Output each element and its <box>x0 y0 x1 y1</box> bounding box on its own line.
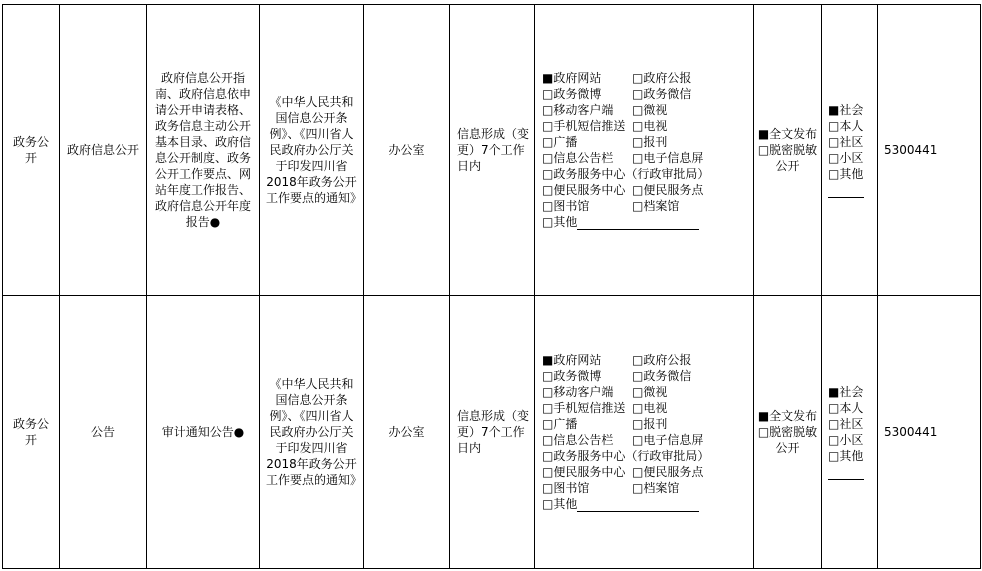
channel-option: □政务微信 <box>632 369 692 383</box>
disclosure-table <box>2 4 981 569</box>
timeline-text: 信息形成（变更）7个工作日内 <box>457 409 530 455</box>
fill-in-line <box>577 217 699 230</box>
basis-cell <box>260 5 364 296</box>
channel-option: □移动客户端 <box>542 385 614 399</box>
channel-option: □政务微博 <box>542 87 602 101</box>
basis-text: 《中华人民共和国信息公开条例》、《四川省人民政府办公厅关于印发四川省2018年政务公开工作要点的通知》 <box>266 95 363 205</box>
code-cell <box>878 296 981 569</box>
channel-option: □广播 <box>542 417 578 431</box>
scope-option: □社区 <box>828 135 864 149</box>
channel-other <box>542 496 754 512</box>
channel-option: □微视 <box>632 103 668 117</box>
fill-in-line <box>828 187 864 198</box>
scope-option: ■社会 <box>828 103 864 117</box>
channel-other <box>542 214 754 230</box>
channel-option: □政务服务中心（行政审批局） <box>542 167 710 181</box>
scope-cell <box>822 296 878 569</box>
code-text: 5300441 <box>884 143 938 157</box>
channel-option: ■政府网站 <box>542 353 602 367</box>
subcategory-text: 政府信息公开 <box>66 143 139 157</box>
channel-option: □其他 <box>542 497 578 511</box>
subcategory-cell <box>60 296 147 569</box>
channel-option: □政务微博 <box>542 369 602 383</box>
scope-option: □本人 <box>828 401 864 415</box>
code-text: 5300441 <box>884 425 938 439</box>
mode-option: ■全文发布 <box>757 127 818 141</box>
mode-option: □脱密脱敏公开 <box>757 143 818 173</box>
channel-option: □图书馆 <box>542 481 590 495</box>
category-text: 政务公开 <box>12 135 49 165</box>
scope-option: □本人 <box>828 119 864 133</box>
subcategory-cell <box>60 5 147 296</box>
scope-cell <box>822 5 878 296</box>
subcategory-text: 公告 <box>90 425 115 439</box>
channel-option: □便民服务中心 <box>542 183 626 197</box>
basis-text: 《中华人民共和国信息公开条例》、《四川省人民政府办公厅关于印发四川省2018年政务公开工作要点的通知》 <box>266 377 363 487</box>
channel-option: □图书馆 <box>542 199 590 213</box>
category-cell <box>3 5 60 296</box>
category-text: 政务公开 <box>12 417 49 447</box>
timeline-cell <box>450 5 535 296</box>
mode-option: ■全文发布 <box>757 409 818 423</box>
channel-option: □移动客户端 <box>542 103 614 117</box>
channels-cell <box>535 296 754 569</box>
channel-option: □政府公报 <box>632 71 692 85</box>
content-cell <box>147 5 260 296</box>
channel-option: □政府公报 <box>632 353 692 367</box>
channel-option: □电子信息屏 <box>632 151 704 165</box>
channel-option: □电视 <box>632 401 668 415</box>
department-cell <box>364 296 450 569</box>
channel-option: □档案馆 <box>632 199 680 213</box>
content-text: 政府信息公开指南、政府信息依申请公开申请表格、政务信息主动公开基本目录、政府信息公开制度、政务公开工作要点、网站年度工作报告、政府信息公开年度报告● <box>154 71 251 229</box>
table-row <box>3 296 981 569</box>
channels-cell <box>535 5 754 296</box>
channel-option: □报刊 <box>632 417 668 431</box>
mode-cell <box>754 5 822 296</box>
channel-option: □电子信息屏 <box>632 433 704 447</box>
category-cell <box>3 296 60 569</box>
department-text: 办公室 <box>388 425 425 439</box>
channel-option: ■政府网站 <box>542 71 602 85</box>
channel-option: □手机短信推送 <box>542 401 626 415</box>
channel-option: □便民服务点 <box>632 183 704 197</box>
table-row <box>3 5 981 296</box>
scope-option: □社区 <box>828 417 864 431</box>
scope-option: □小区 <box>828 433 864 447</box>
scope-option: ■社会 <box>828 385 864 399</box>
channel-option: □手机短信推送 <box>542 119 626 133</box>
channel-option: □政务微信 <box>632 87 692 101</box>
channel-option: □便民服务中心 <box>542 465 626 479</box>
channel-option: □便民服务点 <box>632 465 704 479</box>
channel-option: □政务服务中心（行政审批局） <box>542 449 710 463</box>
fill-in-line <box>828 469 864 480</box>
channel-list <box>542 352 753 512</box>
fill-in-line <box>577 499 699 512</box>
channel-option: □广播 <box>542 135 578 149</box>
content-text: 审计通知公告● <box>161 425 245 439</box>
channel-option: □信息公告栏 <box>542 433 614 447</box>
channel-option: □电视 <box>632 119 668 133</box>
scope-option: □小区 <box>828 151 864 165</box>
basis-cell <box>260 296 364 569</box>
content-cell <box>147 296 260 569</box>
code-cell <box>878 5 981 296</box>
timeline-text: 信息形成（变更）7个工作日内 <box>457 127 530 173</box>
channel-list <box>542 70 753 230</box>
department-cell <box>364 5 450 296</box>
channel-option: □信息公告栏 <box>542 151 614 165</box>
mode-option: □脱密脱敏公开 <box>757 425 818 455</box>
scope-option: □其他 <box>828 449 864 463</box>
scope-option: □其他 <box>828 167 864 181</box>
timeline-cell <box>450 296 535 569</box>
department-text: 办公室 <box>388 143 425 157</box>
channel-option: □其他 <box>542 215 578 229</box>
channel-option: □报刊 <box>632 135 668 149</box>
mode-cell <box>754 296 822 569</box>
channel-option: □微视 <box>632 385 668 399</box>
channel-option: □档案馆 <box>632 481 680 495</box>
